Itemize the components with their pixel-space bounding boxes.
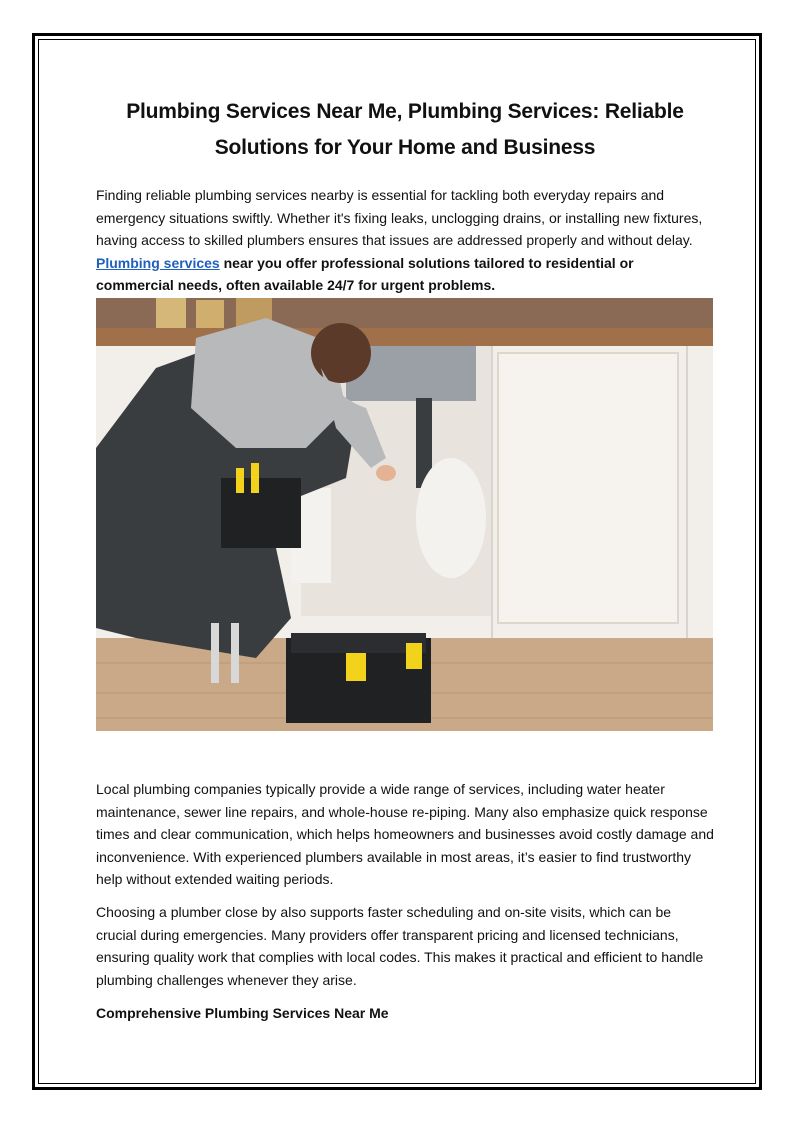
paragraph-choosing-plumber: Choosing a plumber close by also supports faster scheduling and on-site visits, which can be crucial during emergencies. Many providers offer transparent pricing and licensed technicians, ensuring quality work that complies with local codes. This makes it practical and efficient to handle plumbing challenges whenever they arise. [96,904,704,988]
plumbing-services-link[interactable]: Plumbing services [96,254,220,271]
intro-text: Finding reliable plumbing services nearby is essential for tackling both everyday repairs and emergency situations swiftly. Whether it's fixing leaks, unclogging drains, or installing new fixtures, having access to skilled plumbers ensures that issues are addressed properly and without delay. [96,187,703,248]
plumber-photo [96,298,713,731]
section-heading: Comprehensive Plumbing Services Near Me [96,1005,389,1021]
intro-paragraph [96,184,714,297]
paragraph-services-range: Local plumbing companies typically provide a wide range of services, including water heater maintenance, sewer line repairs, and whole-house re-piping. Many also emphasize quick response times and clear communication, which helps homeowners and businesses avoid costly damage and inconvenience. With experienced plumbers available in most areas, it’s easier to find trustworthy help without extended waiting periods. [96,781,714,887]
document-title: Plumbing Services Near Me, Plumbing Services: Reliable Solutions for Your Home and Business [126,100,684,159]
intro-bold-text: near you offer professional solutions tailored to residential or commercial needs, often available 24/7 for urgent problems. [96,254,634,293]
document-header [96,94,714,297]
